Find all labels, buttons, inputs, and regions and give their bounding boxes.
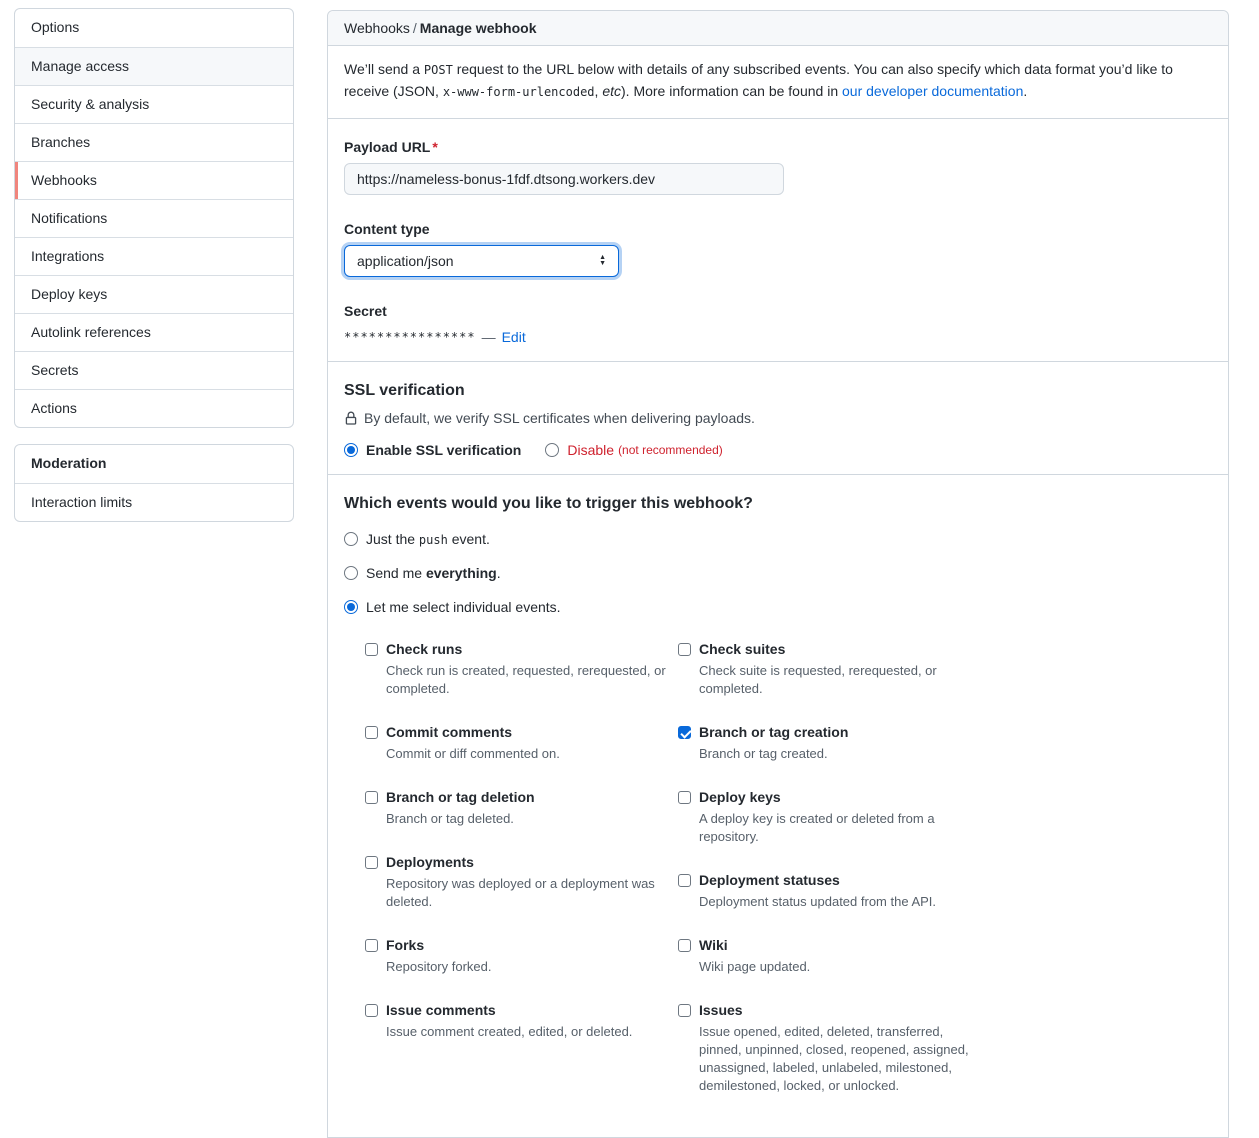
event-deployments	[365, 854, 678, 911]
sidebar-item-webhooks[interactable]: Webhooks	[15, 161, 293, 199]
sidebar-item-interaction-limits[interactable]: Interaction limits	[15, 483, 293, 521]
ssl-enable-radio[interactable]	[344, 443, 358, 457]
event-title: Branch or tag deletion	[386, 789, 535, 805]
events-grid	[365, 641, 1212, 1121]
event-desc: A deploy key is created or deleted from a repository.	[699, 811, 935, 844]
event-desc: Repository forked.	[386, 959, 492, 974]
webhook-intro-text: We’ll send a POST request to the URL below with details of any subscribed events. You can also specify which data format you’d like to receive (JSON, x-www-form-urlencoded, etc). More information can be found in our developer documentation.	[328, 46, 1228, 119]
ssl-enable-option	[344, 442, 521, 458]
content-type-label: Content type	[344, 221, 430, 237]
event-title: Deployment statuses	[699, 872, 840, 888]
events-choice-everything: Send me everything.	[344, 565, 1212, 581]
event-desc: Deployment status updated from the API.	[699, 894, 937, 909]
content-type-select[interactable]	[344, 245, 619, 277]
event-desc: Issue comment created, edited, or deleted.	[386, 1024, 633, 1039]
branch-tag-deletion-checkbox[interactable]	[365, 791, 378, 804]
events-section	[328, 474, 1228, 1137]
webhook-panel	[327, 10, 1229, 1138]
event-commit-comments	[365, 724, 678, 763]
page-title: Manage webhook	[419, 20, 537, 36]
sidebar-item-branches[interactable]: Branches	[15, 123, 293, 161]
events-choice-push: Just the push event.	[344, 531, 1212, 547]
settings-sidebar	[14, 8, 294, 522]
ssl-disable-option	[545, 442, 722, 458]
ssl-enable-label: Enable SSL verification	[366, 442, 522, 458]
required-asterisk: *	[432, 139, 438, 155]
sidebar-item-notifications[interactable]: Notifications	[15, 199, 293, 237]
issue-comments-checkbox[interactable]	[365, 1004, 378, 1017]
content-type-selected-value: application/json	[357, 253, 454, 269]
event-title: Branch or tag creation	[699, 724, 849, 740]
developer-documentation-link[interactable]: our developer documentation	[842, 83, 1024, 99]
ssl-disable-radio[interactable]	[545, 443, 559, 457]
ssl-radio-group	[344, 442, 1212, 458]
sidebar-item-deploy-keys[interactable]: Deploy keys	[15, 275, 293, 313]
sidebar-moderation-box	[14, 444, 294, 522]
sidebar-item-secrets[interactable]: Secrets	[15, 351, 293, 389]
event-issue-comments	[365, 1002, 678, 1041]
event-desc: Wiki page updated.	[699, 959, 811, 974]
deploy-keys-checkbox[interactable]	[678, 791, 691, 804]
breadcrumb-webhooks-link[interactable]: Webhooks	[344, 20, 410, 36]
sidebar-item-security-analysis[interactable]: Security & analysis	[15, 85, 293, 123]
check-runs-checkbox[interactable]	[365, 643, 378, 656]
individual-events-radio[interactable]	[344, 600, 358, 614]
event-title: Deployments	[386, 854, 474, 870]
ssl-verification-section	[328, 361, 1228, 474]
sidebar-item-integrations[interactable]: Integrations	[15, 237, 293, 275]
ssl-disable-label: Disable	[567, 442, 615, 458]
ssl-verification-heading: SSL verification	[344, 382, 465, 399]
deployments-checkbox[interactable]	[365, 856, 378, 869]
everything-radio[interactable]	[344, 566, 358, 580]
commit-comments-checkbox[interactable]	[365, 726, 378, 739]
event-deploy-keys	[678, 789, 991, 846]
secret-dash: —	[481, 329, 496, 345]
sidebar-item-options[interactable]: Options	[31, 19, 80, 35]
wiki-checkbox[interactable]	[678, 939, 691, 952]
check-suites-checkbox[interactable]	[678, 643, 691, 656]
deployment-statuses-checkbox[interactable]	[678, 874, 691, 887]
event-branch-tag-deletion	[365, 789, 678, 828]
lock-icon	[344, 411, 358, 426]
event-desc: Check suite is requested, rerequested, or completed.	[699, 663, 937, 696]
event-desc: Branch or tag created.	[699, 746, 828, 761]
sidebar-moderation-header: Moderation	[31, 455, 107, 471]
post-code: POST	[423, 63, 453, 77]
forks-checkbox[interactable]	[365, 939, 378, 952]
event-title: Check suites	[699, 641, 786, 657]
event-desc: Issue opened, edited, deleted, transferred, pinned, unpinned, closed, reopened, assigned, unassigned, labeled, unlabeled, milestoned, demilestoned, locked, or unlocked.	[699, 1024, 969, 1093]
event-desc: Branch or tag deleted.	[386, 811, 514, 826]
ssl-disable-note: (not recommended)	[618, 443, 723, 457]
event-desc: Commit or diff commented on.	[386, 746, 560, 761]
event-branch-tag-creation	[678, 724, 991, 763]
secret-label: Secret	[344, 303, 387, 319]
urlencoded-code: x-www-form-urlencoded	[442, 85, 595, 99]
webhook-form-section	[328, 119, 1228, 361]
event-deployment-statuses	[678, 872, 991, 911]
event-title: Check runs	[386, 641, 463, 657]
event-check-runs	[365, 641, 678, 698]
event-check-suites	[678, 641, 991, 698]
event-title: Deploy keys	[699, 789, 781, 805]
events-column-right	[678, 641, 991, 1121]
branch-tag-creation-checkbox[interactable]	[678, 726, 691, 739]
secret-masked-value: ****************	[344, 330, 476, 344]
push-code: push	[418, 533, 448, 547]
events-choice-individual: Let me select individual events.	[344, 599, 1212, 615]
event-title: Issues	[699, 1002, 743, 1018]
events-column-left	[365, 641, 678, 1121]
event-title: Wiki	[699, 937, 728, 953]
secret-edit-link[interactable]: Edit	[501, 329, 526, 345]
select-updown-icon: ▲ ▼	[599, 254, 606, 267]
event-issues	[678, 1002, 991, 1095]
event-wiki	[678, 937, 991, 976]
breadcrumb-separator: /	[412, 20, 417, 36]
payload-url-label: Payload URL *	[344, 139, 438, 155]
breadcrumb	[328, 11, 1228, 46]
event-title: Issue comments	[386, 1002, 496, 1018]
events-heading: Which events would you like to trigger this webhook?	[344, 495, 753, 512]
payload-url-input[interactable]	[344, 163, 784, 195]
event-forks	[365, 937, 678, 976]
sidebar-item-autolink-references[interactable]: Autolink references	[15, 313, 293, 351]
event-desc: Check run is created, requested, rerequested, or completed.	[386, 663, 666, 696]
ssl-description: By default, we verify SSL certificates when delivering payloads.	[344, 410, 1212, 426]
sidebar-item-manage-access[interactable]: Manage access	[15, 47, 293, 85]
event-title: Forks	[386, 937, 425, 953]
event-title: Commit comments	[386, 724, 513, 740]
secret-row	[344, 329, 1212, 345]
issues-checkbox[interactable]	[678, 1004, 691, 1017]
push-event-radio[interactable]	[344, 532, 358, 546]
event-desc: Repository was deployed or a deployment was deleted.	[386, 876, 655, 909]
sidebar-item-actions[interactable]: Actions	[15, 389, 293, 427]
sidebar-main-box	[14, 8, 294, 428]
